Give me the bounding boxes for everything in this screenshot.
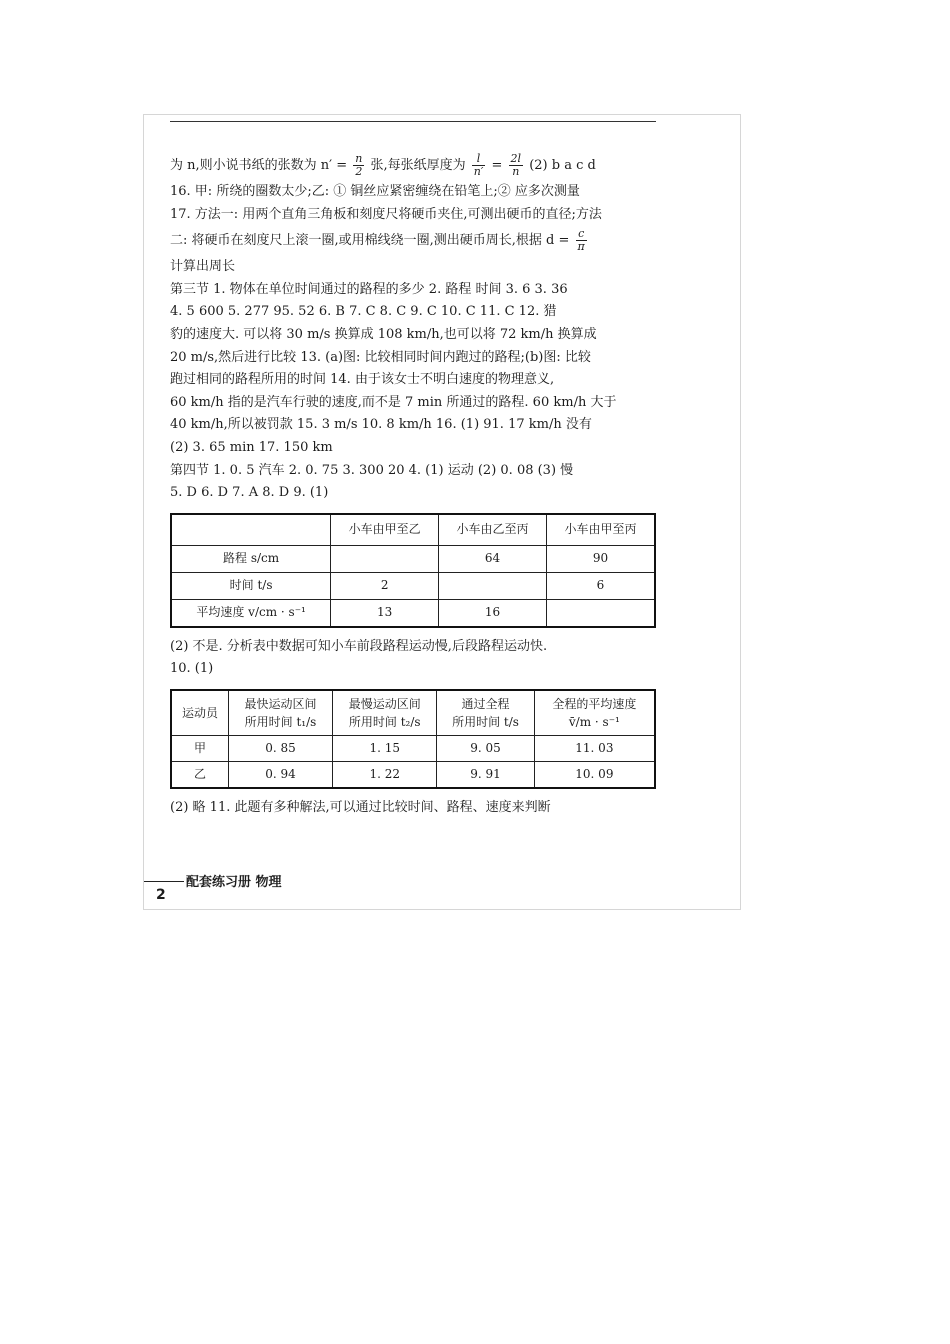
table-cell: 13 <box>331 599 439 627</box>
table-header-row <box>171 514 655 546</box>
table-cell: 0. 94 <box>228 761 332 788</box>
fraction-denominator: n <box>512 165 520 178</box>
text-line: 5. D 6. D 7. A 8. D 9. (1) <box>170 485 329 501</box>
table-row <box>171 599 655 627</box>
table-header-cell: 全程的平均速度 v̄/m · s⁻¹ <box>534 690 655 736</box>
table-cell: 平均速度 v/cm · s⁻¹ <box>171 599 331 627</box>
fraction-numerator: c <box>576 228 587 241</box>
table-row <box>171 572 655 599</box>
text-line <box>170 226 656 256</box>
table-header-cell: 小车由乙至丙 <box>439 514 547 546</box>
text-segment: (2) b a c d <box>525 158 596 173</box>
table-cell: 6 <box>546 572 655 599</box>
document-page <box>143 114 741 910</box>
answer-content <box>170 151 656 820</box>
text-line: 60 km/h 指的是汽车行驶的速度,而不是 7 min 所通过的路程. 60 km/h 大于 <box>170 394 617 410</box>
text-line <box>170 151 656 181</box>
text-segment: 为 n,则小说书纸的张数为 n′ = <box>170 158 352 173</box>
table-cell: 2 <box>331 572 439 599</box>
table-row <box>171 735 655 761</box>
table-header-cell: 最快运动区间 所用时间 t₁/s <box>228 690 332 736</box>
table-header-cell: 小车由甲至丙 <box>546 514 655 546</box>
text-line: (2) 3. 65 min 17. 150 km <box>170 439 333 455</box>
runner-time-table <box>170 689 656 789</box>
table-cell: 1. 15 <box>333 735 437 761</box>
table-cell: 0. 85 <box>228 735 332 761</box>
table-row <box>171 545 655 572</box>
table-cell <box>439 572 547 599</box>
table-cell: 甲 <box>171 735 228 761</box>
fraction-denominator: π <box>577 240 585 254</box>
text-line: 第四节 1. 0. 5 汽车 2. 0. 75 3. 300 20 4. (1) 运动 (2) 0. 08 (3) 慢 <box>170 462 574 478</box>
text-line: (2) 略 11. 此题有多种解法,可以通过比较时间、路程、速度来判断 <box>170 799 551 815</box>
text-line: 20 m/s,然后进行比较 13. (a)图: 比较相同时间内跑过的路程;(b)图: 比较 <box>170 349 591 365</box>
fraction-numerator: 2l <box>510 152 522 165</box>
table-row <box>171 761 655 788</box>
table-cell <box>331 545 439 572</box>
fraction-denominator: n′ <box>473 165 484 178</box>
table-cell: 时间 t/s <box>171 572 331 599</box>
text-line: 第三节 1. 物体在单位时间通过的路程的多少 2. 路程 时间 3. 6 3. 36 <box>170 281 568 297</box>
table-cell: 90 <box>546 545 655 572</box>
table-cell: 9. 05 <box>437 735 534 761</box>
fraction-denominator: 2 <box>355 165 363 178</box>
table-header-cell: 通过全程 所用时间 t/s <box>437 690 534 736</box>
text-segment: 张,每张纸厚度为 <box>366 158 470 173</box>
page-number: 2 <box>156 887 166 903</box>
fraction <box>353 153 364 178</box>
fraction-numerator: l <box>472 153 486 166</box>
footer-title: 配套练习册 物理 <box>186 875 282 890</box>
text-line: 10. (1) <box>170 661 214 677</box>
table-cell: 乙 <box>171 761 228 788</box>
text-segment: = <box>487 158 507 173</box>
table-header-row <box>171 690 655 736</box>
table-cell: 16 <box>439 599 547 627</box>
table-header-cell: 最慢运动区间 所用时间 t₂/s <box>333 690 437 736</box>
table-cell: 10. 09 <box>534 761 655 788</box>
table-header-cell: 运动员 <box>171 690 228 736</box>
text-segment: 二: 将硬币在刻度尺上滚一圈,或用棉线绕一圈,测出硬币周长,根据 d = <box>170 233 574 249</box>
table-cell: 11. 03 <box>534 735 655 761</box>
text-line: 16. 甲: 所绕的圈数太少;乙: ① 铜丝应紧密缠绕在铅笔上;② 应多次测量 <box>170 184 580 199</box>
table-cell: 64 <box>439 545 547 572</box>
footer-rule <box>144 881 184 882</box>
fraction <box>576 228 587 253</box>
text-line: 40 km/h,所以被罚款 15. 3 m/s 10. 8 km/h 16. (1) 91. 17 km/h 没有 <box>170 417 592 433</box>
text-line: 4. 5 600 5. 277 95. 52 6. B 7. C 8. C 9. C 10. C 11. C 12. 猎 <box>170 304 557 320</box>
table-cell: 1. 22 <box>333 761 437 788</box>
text-line: 17. 方法一: 用两个直角三角板和刻度尺将硬币夹住,可测出硬币的直径;方法 <box>170 206 602 222</box>
table-header-cell: 小车由甲至乙 <box>331 514 439 546</box>
text-line: (2) 不是. 分析表中数据可知小车前段路程运动慢,后段路程运动快. <box>170 638 548 654</box>
table-cell: 路程 s/cm <box>171 545 331 572</box>
text-line: 计算出周长 <box>170 259 236 275</box>
table-cell: 9. 91 <box>437 761 534 788</box>
text-line: 豹的速度大. 可以将 30 m/s 换算成 108 km/h,也可以将 72 km/h 换算成 <box>170 326 597 342</box>
cart-motion-table <box>170 513 656 628</box>
fraction-numerator: n <box>355 152 363 165</box>
fraction <box>509 153 524 178</box>
table-cell <box>546 599 655 627</box>
fraction <box>472 153 486 178</box>
top-rule <box>170 121 656 122</box>
table-header-cell <box>171 514 331 546</box>
text-line: 跑过相同的路程所用的时间 14. 由于该女士不明白速度的物理意义, <box>170 372 555 388</box>
